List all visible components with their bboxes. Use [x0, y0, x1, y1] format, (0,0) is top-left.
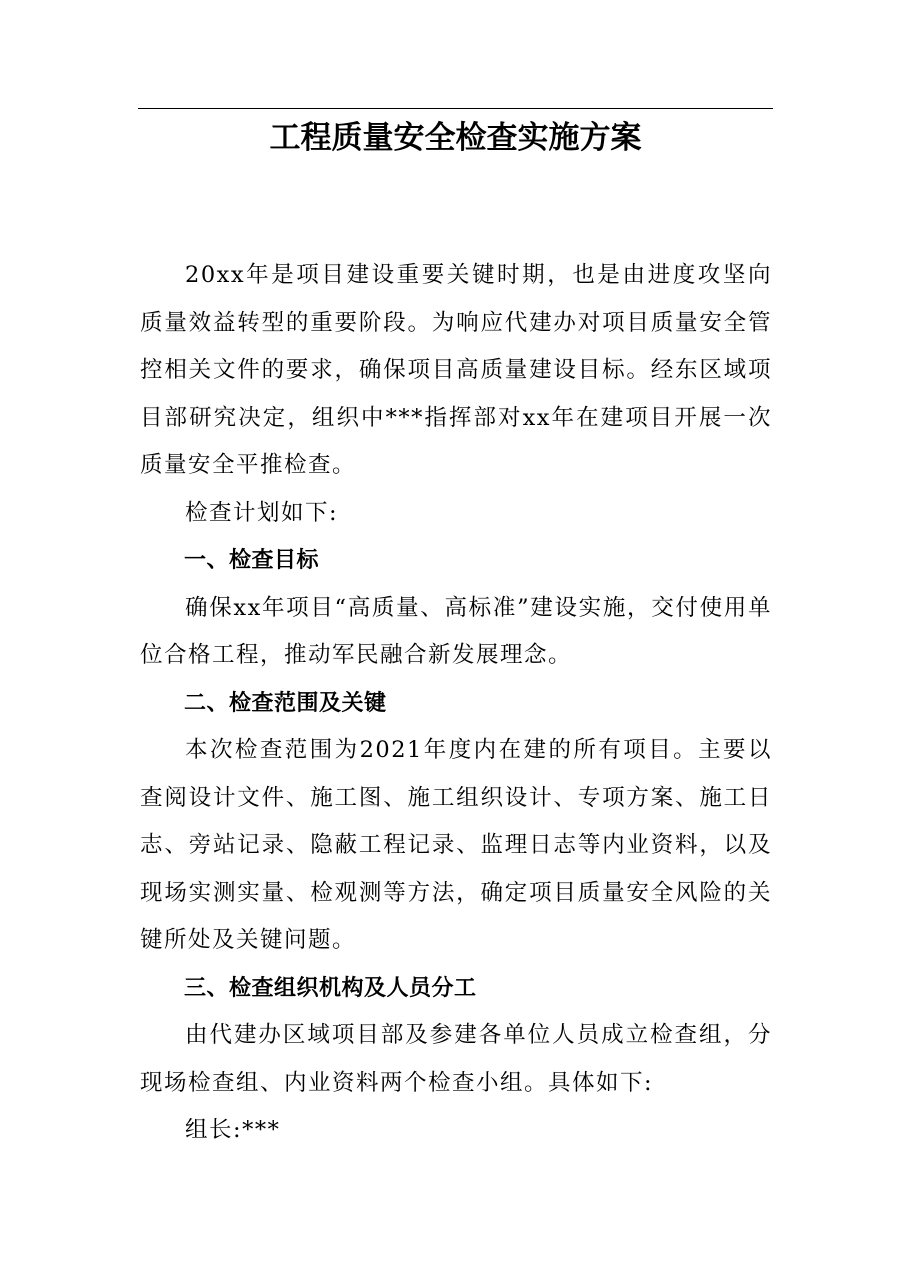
document-body [140, 252, 772, 1155]
plan-intro-paragraph: 检查计划如下: [185, 499, 339, 526]
header-rule [138, 108, 773, 109]
organization-paragraph: 由代建办区域项目部及参建各单位人员成立检查组，分现场检查组、内业资料两个检查小组。具体如下: [140, 1022, 772, 1096]
section-heading-goal: 一、检查目标 [184, 548, 320, 573]
goal-paragraph: 确保xx年项目“高质量、高标准”建设实施，交付使用单位合格工程，推动军民融合新发展理念。 [140, 594, 772, 668]
document-title: 工程质量安全检查实施方案 [269, 120, 642, 156]
section-heading-scope: 二、检查范围及关键 [184, 690, 387, 716]
section-heading-organization: 三、检查组织机构及人员分工 [184, 975, 477, 1001]
intro-paragraph: 20xx年是项目建设重要关键时期，也是由进度攻坚向质量效益转型的重要阶段。为响应代建办对项目质量安全管控相关文件的要求，确保项目高质量建设目标。经东区域项目部研究决定，组织中***指挥部对xx年在建项目开展一次质量安全平推检查。 [140, 262, 772, 478]
scope-paragraph: 本次检查范围为2021年度内在建的所有项目。主要以查阅设计文件、施工图、施工组织设计、专项方案、施工日志、旁站记录、隐蔽工程记录、监理日志等内业资料，以及现场实测实量、检观测等方法，确定项目质量安全风险的关键所处及关键问题。 [140, 737, 772, 953]
leader-line: 组长:*** [185, 1117, 281, 1143]
